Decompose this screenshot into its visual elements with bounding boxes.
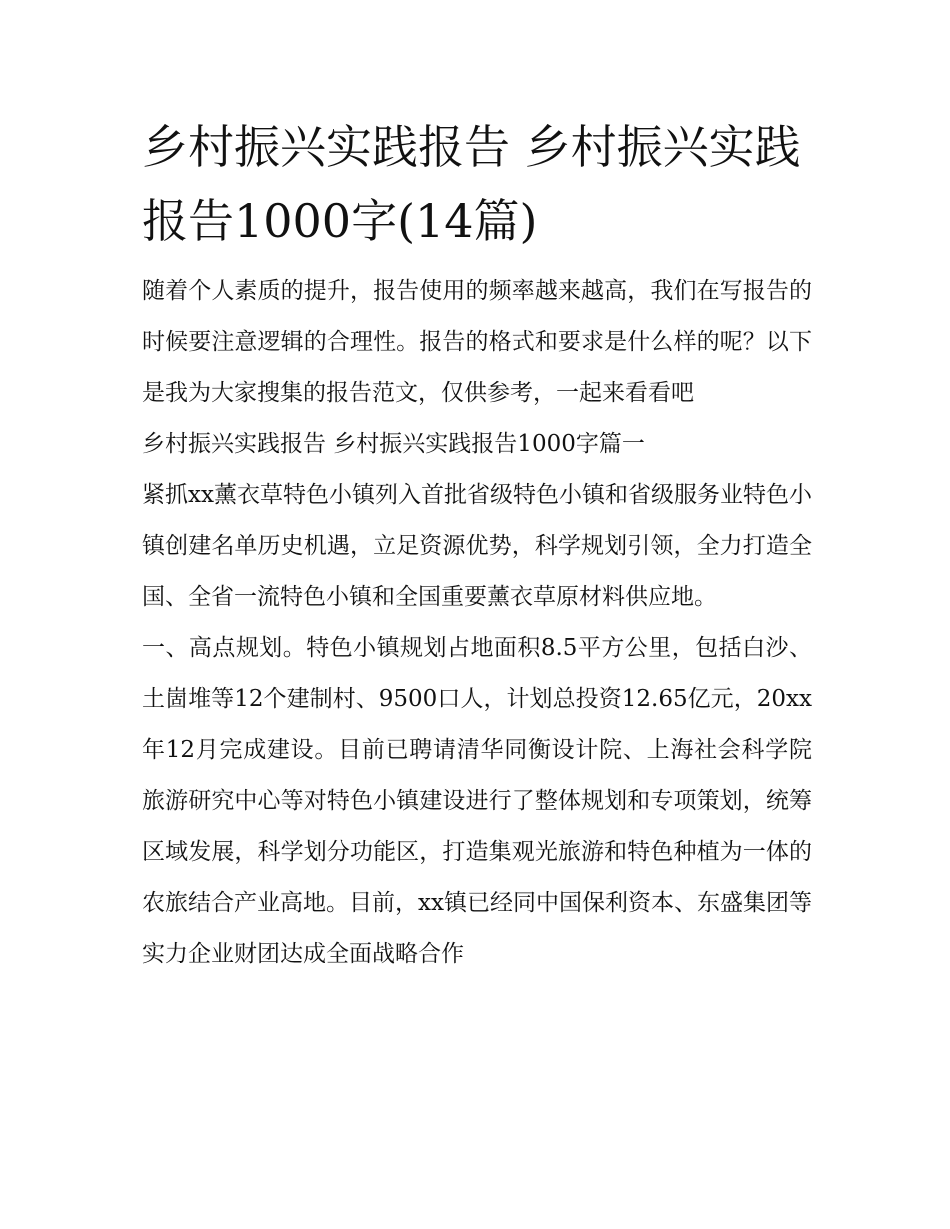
body-paragraph: 一、高点规划。特色小镇规划占地面积8.5平方公里，包括白沙、土崮堆等12个建制村、9500口人，计划总投资12.65亿元，20xx年12月完成建设。目前已聘请清华同衡设计院、上海社会科学院旅游研究中心等对特色小镇建设进行了整体规划和专项策划，统筹区域发展，科学划分功能区，打造集观光旅游和特色种植为一体的农旅结合产业高地。目前，xx镇已经同中国保利资本、东盛集团等实力企业财团达成全面战略合作 — [142, 635, 812, 967]
document-page — [142, 110, 812, 980]
document-title: 乡村振兴实践报告 乡村振兴实践报告1000字(14篇) — [142, 120, 801, 248]
intro-paragraph: 随着个人素质的提升，报告使用的频率越来越高，我们在写报告的时候要注意逻辑的合理性。报告的格式和要求是什么样的呢？以下是我为大家搜集的报告范文，仅供参考，一起来看看吧 — [142, 278, 812, 406]
section-heading: 乡村振兴实践报告 乡村振兴实践报告1000字篇一 — [142, 431, 645, 457]
body-paragraph: 紧抓xx薰衣草特色小镇列入首批省级特色小镇和省级服务业特色小镇创建名单历史机遇，立足资源优势，科学规划引领，全力打造全国、全省一流特色小镇和全国重要薰衣草原材料供应地。 — [142, 482, 812, 610]
